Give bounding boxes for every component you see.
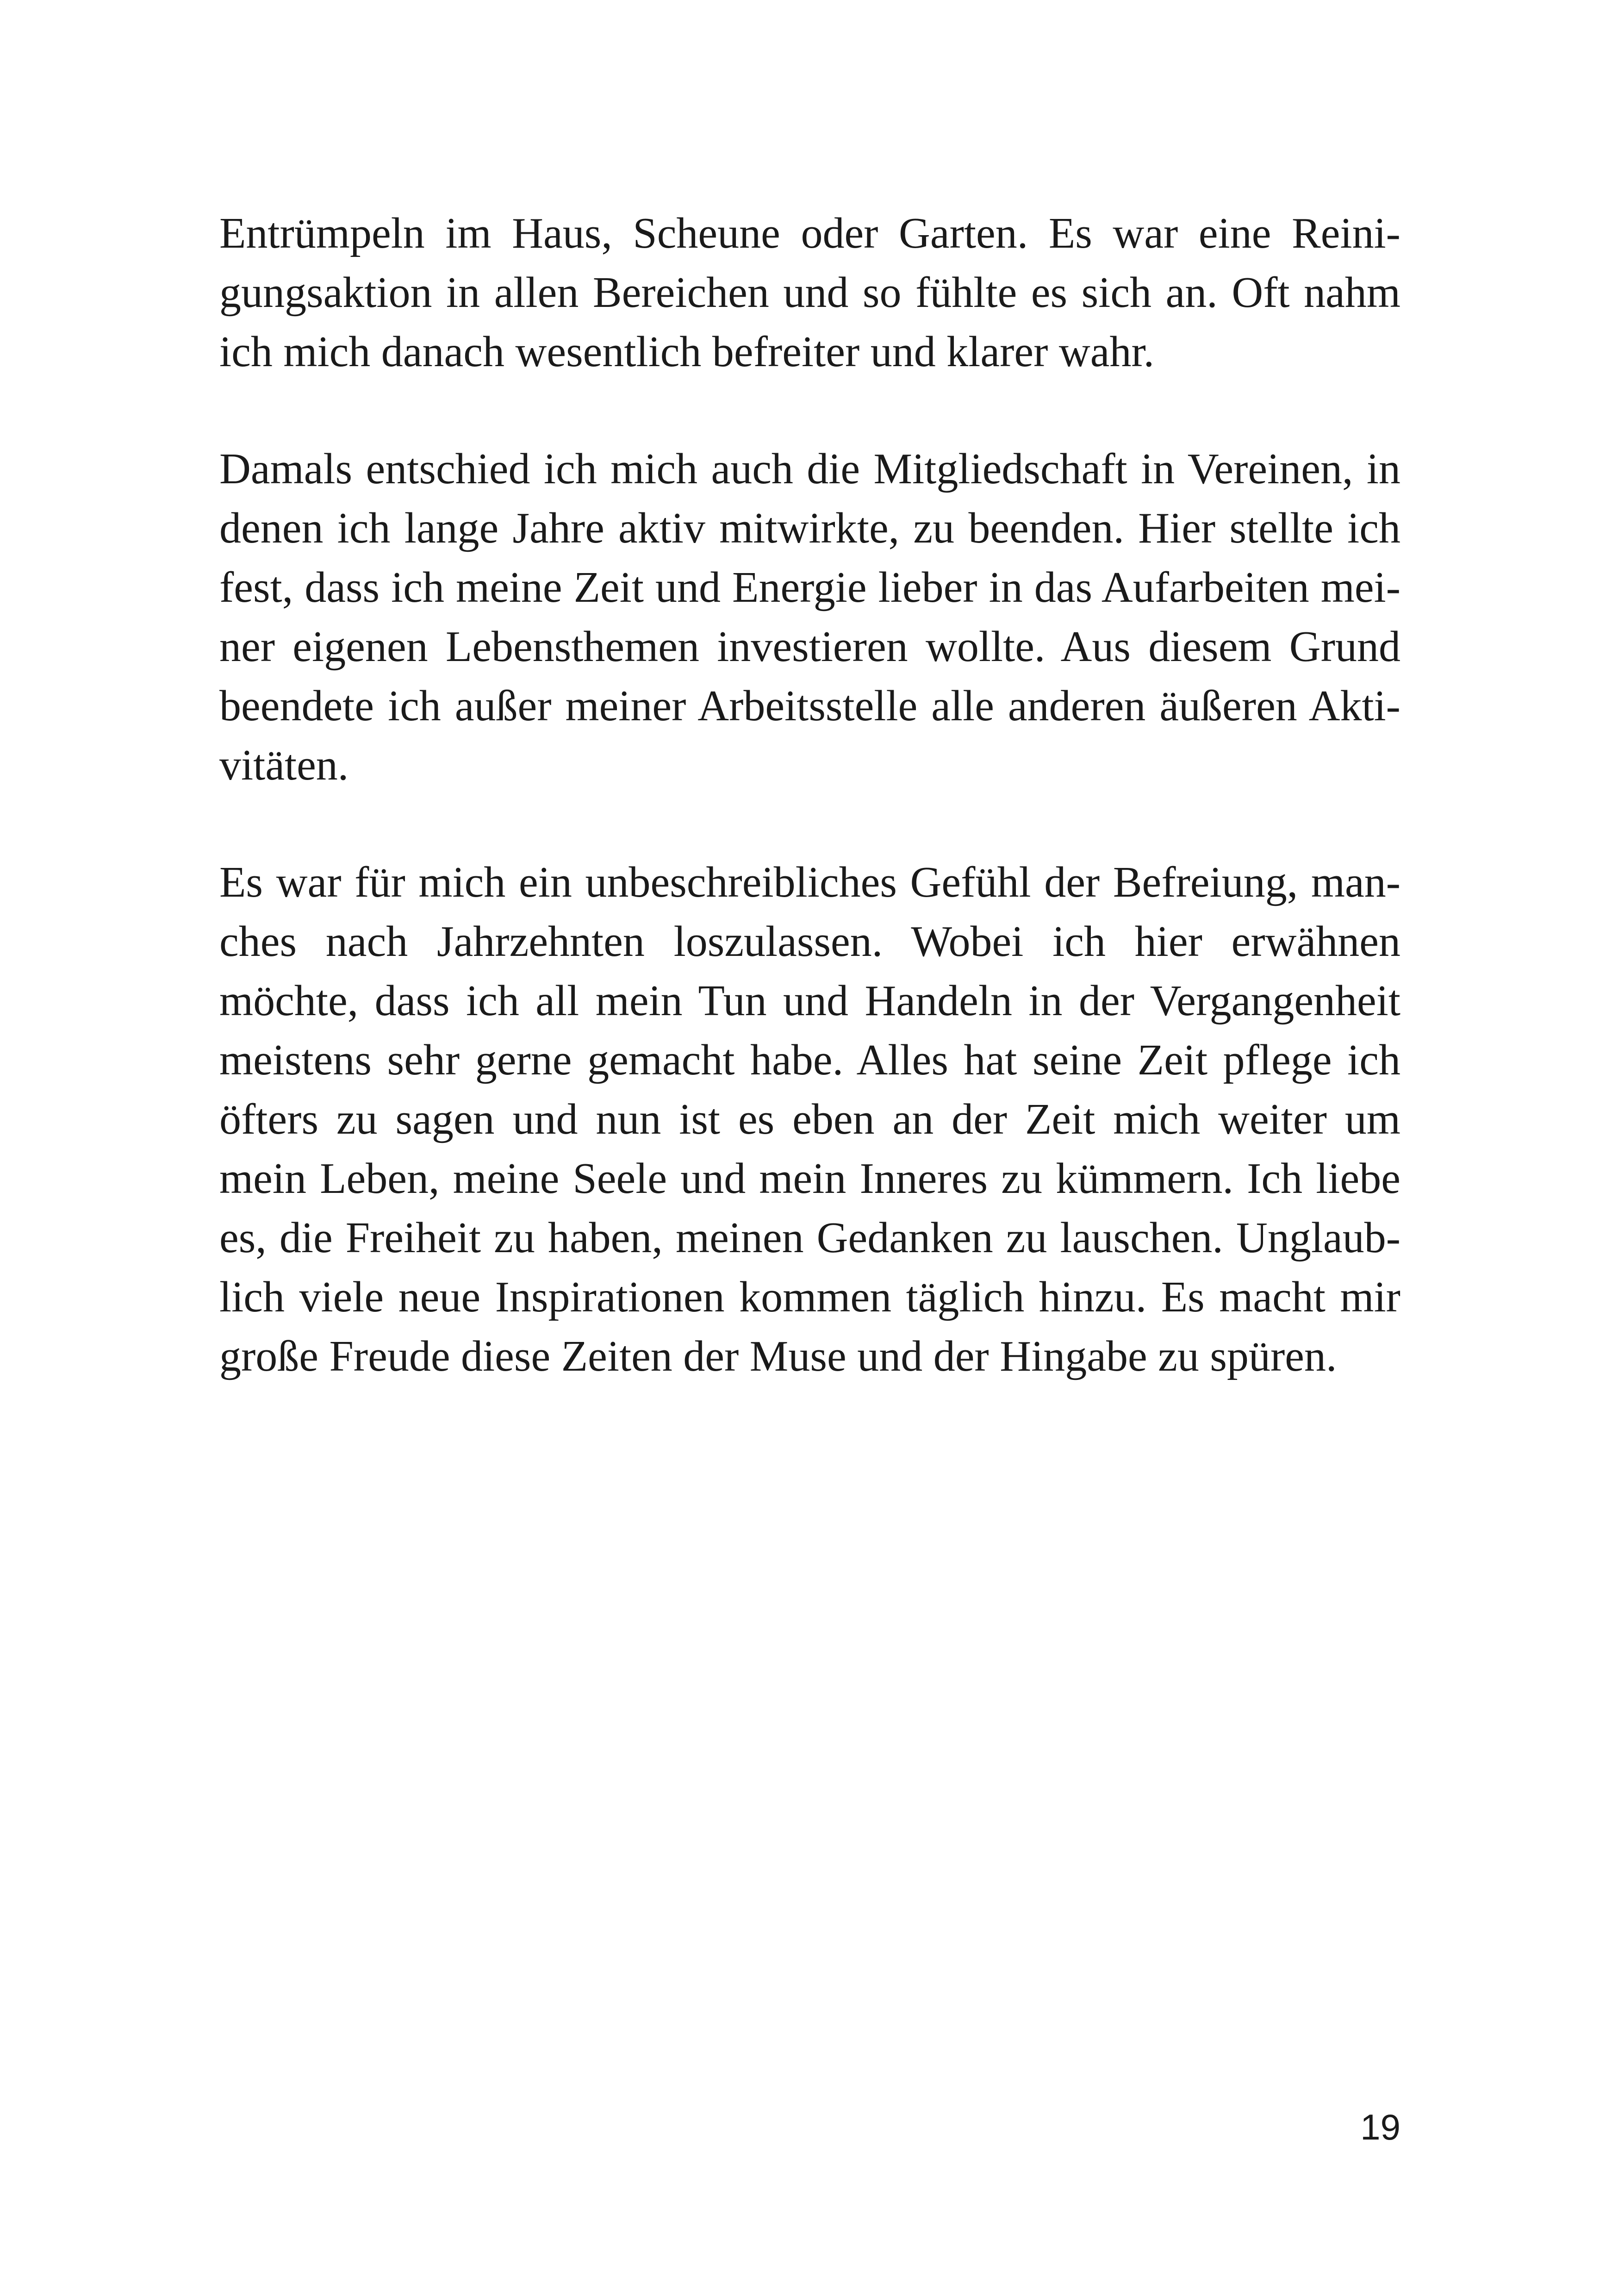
text-line: mein Leben, meine Seele und mein Inneres zu kümmern. Ich liebe — [219, 1154, 1400, 1203]
text-line: meistens sehr gerne gemacht habe. Alles hat seine Zeit pflege ich — [219, 1036, 1400, 1084]
text-line: öfters zu sagen und nun ist es eben an der Zeit mich weiter um — [219, 1095, 1400, 1143]
text-line: ner eigenen Lebensthemen investieren wollte. Aus diesem Grund — [219, 623, 1400, 671]
paragraph-gap — [219, 381, 1400, 439]
text-line: fest, dass ich meine Zeit und Energie lieber in das Aufarbeiten mei- — [219, 563, 1400, 611]
text-line: Entrümpeln im Haus, Scheune oder Garten. Es war eine Reini- — [219, 209, 1400, 257]
paragraph-gap — [219, 795, 1400, 853]
text-line: gungsaktion in allen Bereichen und so fühlte es sich an. Oft nahm — [219, 268, 1400, 317]
text-line: möchte, dass ich all mein Tun und Handeln in der Vergangenheit — [219, 977, 1400, 1025]
text-line: denen ich lange Jahre aktiv mitwirkte, zu beenden. Hier stellte ich — [219, 504, 1400, 552]
text-line: lich viele neue Inspirationen kommen täglich hinzu. Es macht mir — [219, 1273, 1400, 1321]
paragraph-1 — [219, 204, 1400, 381]
text-line: große Freude diese Zeiten der Muse und der Hingabe zu spüren. — [219, 1332, 1337, 1380]
text-line: Es war für mich ein unbeschreibliches Gefühl der Befreiung, man- — [219, 858, 1400, 906]
paragraph-2 — [219, 439, 1400, 795]
paragraph-3 — [219, 853, 1400, 1386]
text-line: Damals entschied ich mich auch die Mitgliedschaft in Vereinen, in — [219, 445, 1400, 493]
text-line: ches nach Jahrzehnten loszulassen. Wobei ich hier erwähnen — [219, 917, 1400, 966]
page-number: 19 — [1360, 2107, 1400, 2147]
text-line: beendete ich außer meiner Arbeitsstelle alle anderen äußeren Akti- — [219, 682, 1400, 730]
body-text — [219, 204, 1400, 1386]
text-line: ich mich danach wesentlich befreiter und klarer wahr. — [219, 328, 1155, 376]
text-line: vitäten. — [219, 741, 349, 789]
text-line: es, die Freiheit zu haben, meinen Gedanken zu lauschen. Unglaub- — [219, 1214, 1400, 1262]
